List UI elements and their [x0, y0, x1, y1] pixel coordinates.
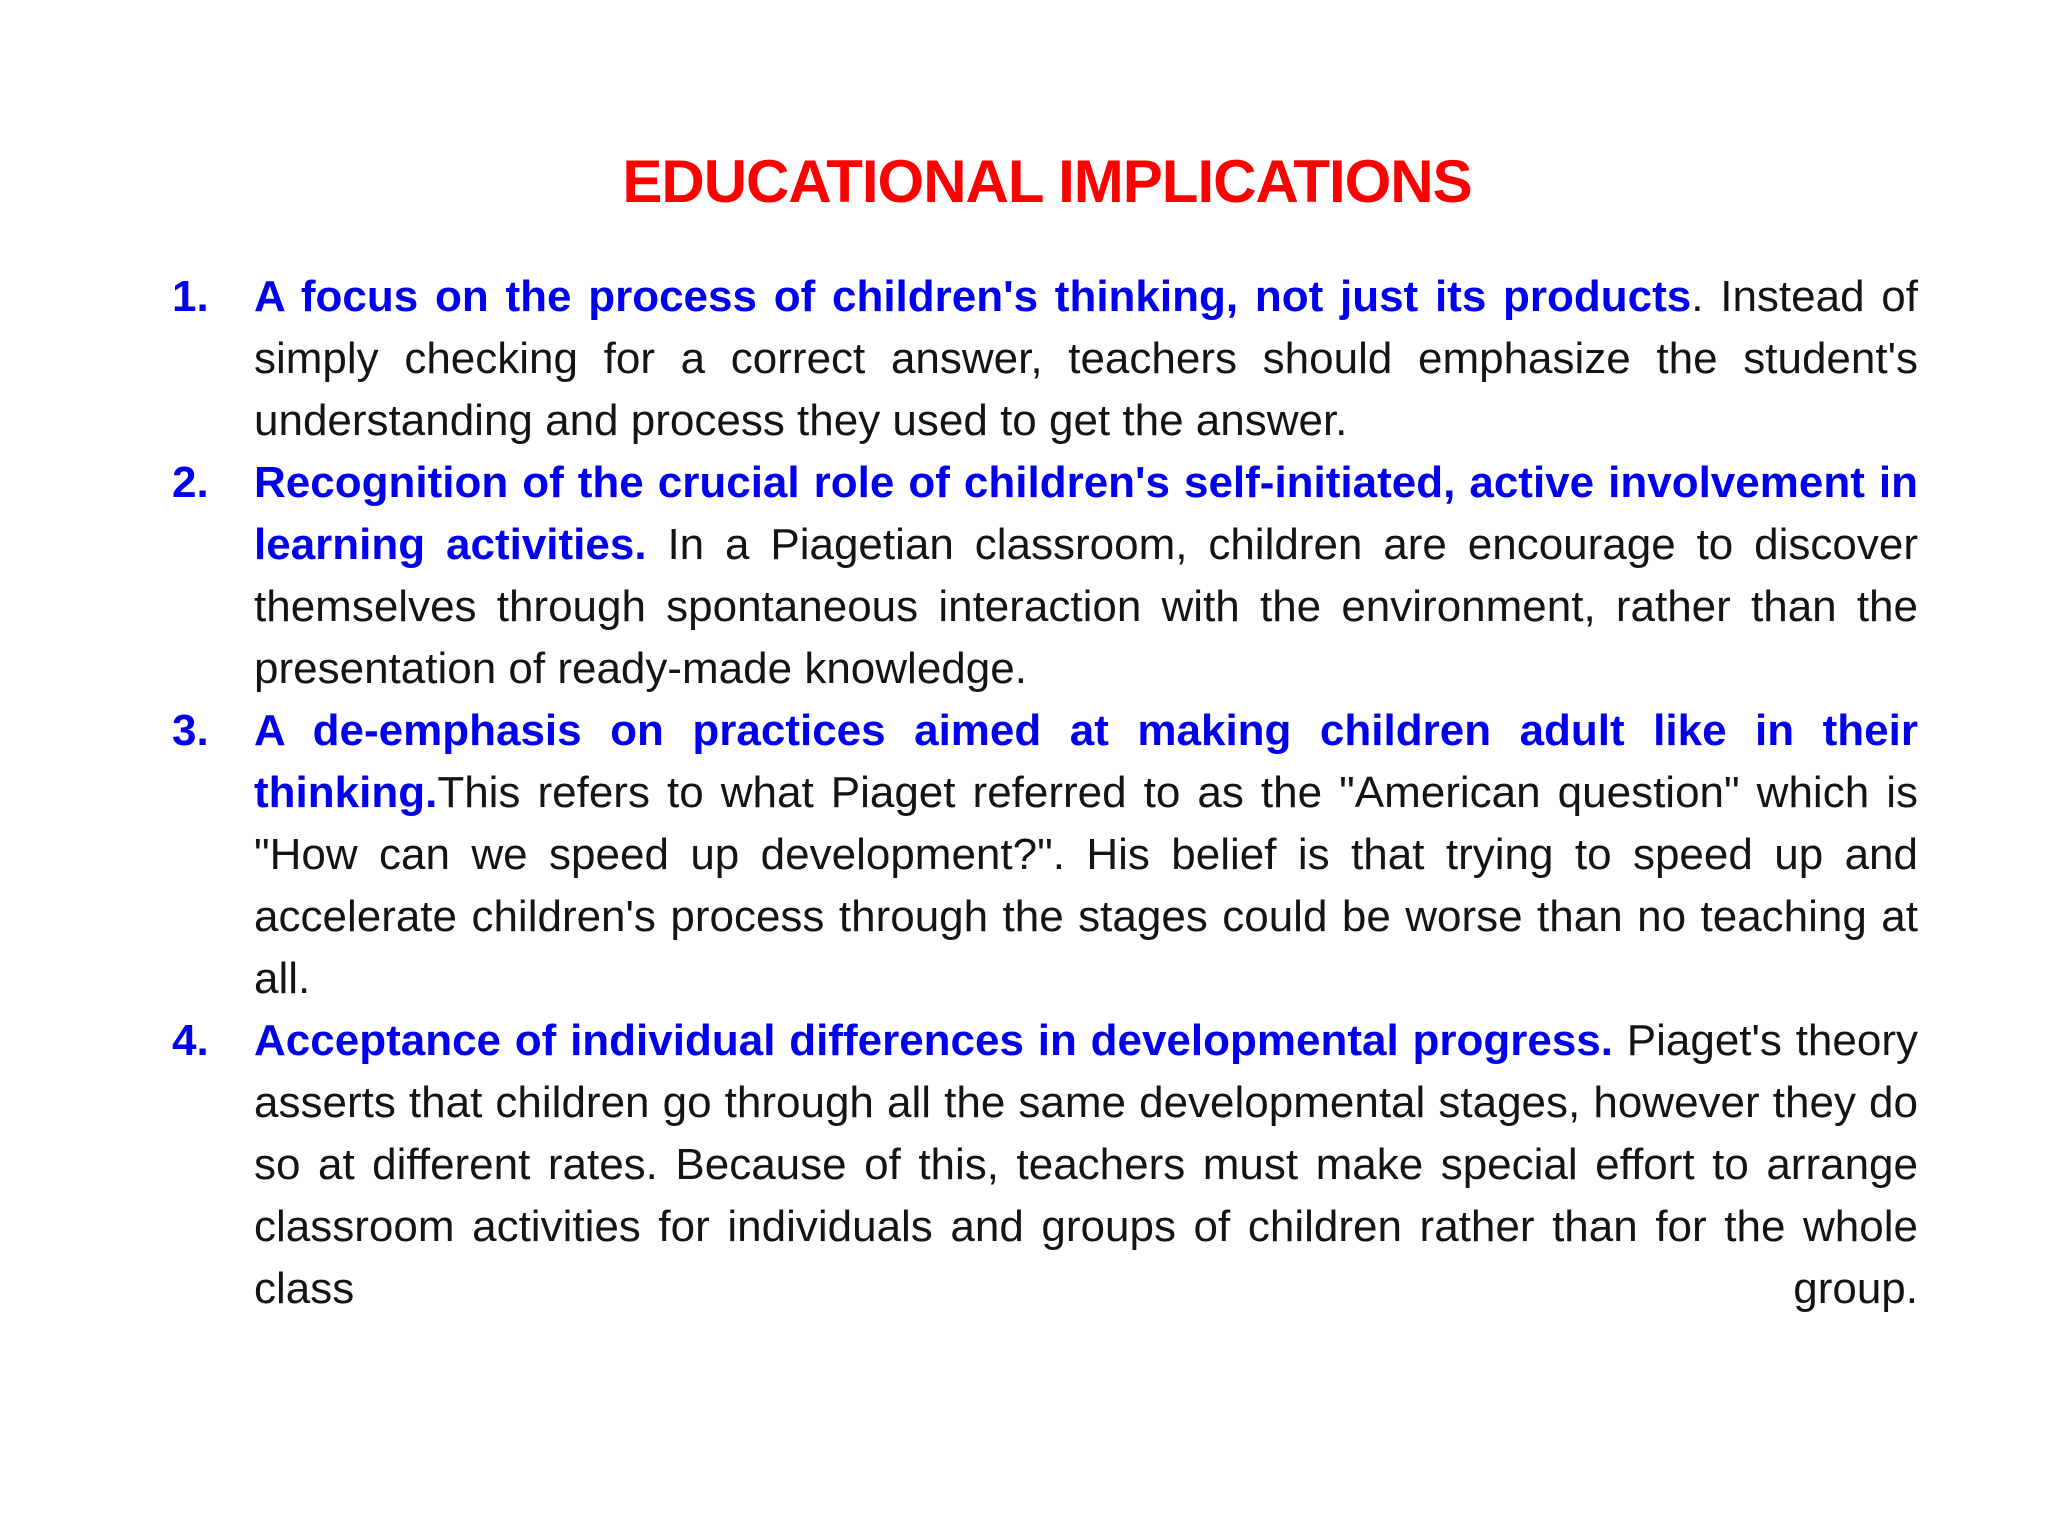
list-item — [172, 700, 1918, 1010]
list-item — [172, 266, 1918, 452]
item-body: Piaget's theory asserts that children go through all the same developmental stages, however they do so at different rates. Because of this, teachers must make special effort to arrange classroom activities for individuals and groups of children rather than for the whole class group. — [254, 1016, 1918, 1313]
item-body: This refers to what Piaget referred to as the "American question" which is "How can we speed up development?". His belief is that trying to speed up and accelerate children's process through the stages could be worse than no teaching at all. — [254, 768, 1918, 1003]
item-number: 3. — [172, 706, 209, 755]
item-number: 2. — [172, 458, 209, 507]
slide-title: EDUCATIONAL IMPLICATIONS — [622, 148, 1472, 215]
item-number: 1. — [172, 272, 209, 321]
item-body: . Instead of simply checking for a correct answer, teachers should emphasize the student's understanding and process they used to get the answer. — [254, 272, 1918, 445]
item-heading: Recognition of the crucial role of children's self-initiated, active involvement in learning activities. — [254, 458, 1918, 569]
item-heading: Acceptance of individual differences in developmental progress. — [254, 1016, 1613, 1065]
item-body: In a Piagetian classroom, children are encourage to discover themselves through spontaneous interaction with the environment, rather than the presentation of ready-made knowledge. — [254, 520, 1918, 693]
item-number: 4. — [172, 1016, 209, 1065]
implications-list — [172, 266, 1918, 1320]
list-item — [172, 452, 1918, 700]
list-item — [172, 1010, 1918, 1320]
item-heading: A focus on the process of children's thinking, not just its products — [254, 272, 1692, 321]
item-heading: A de-emphasis on practices aimed at making children adult like in their thinking. — [254, 706, 1918, 817]
